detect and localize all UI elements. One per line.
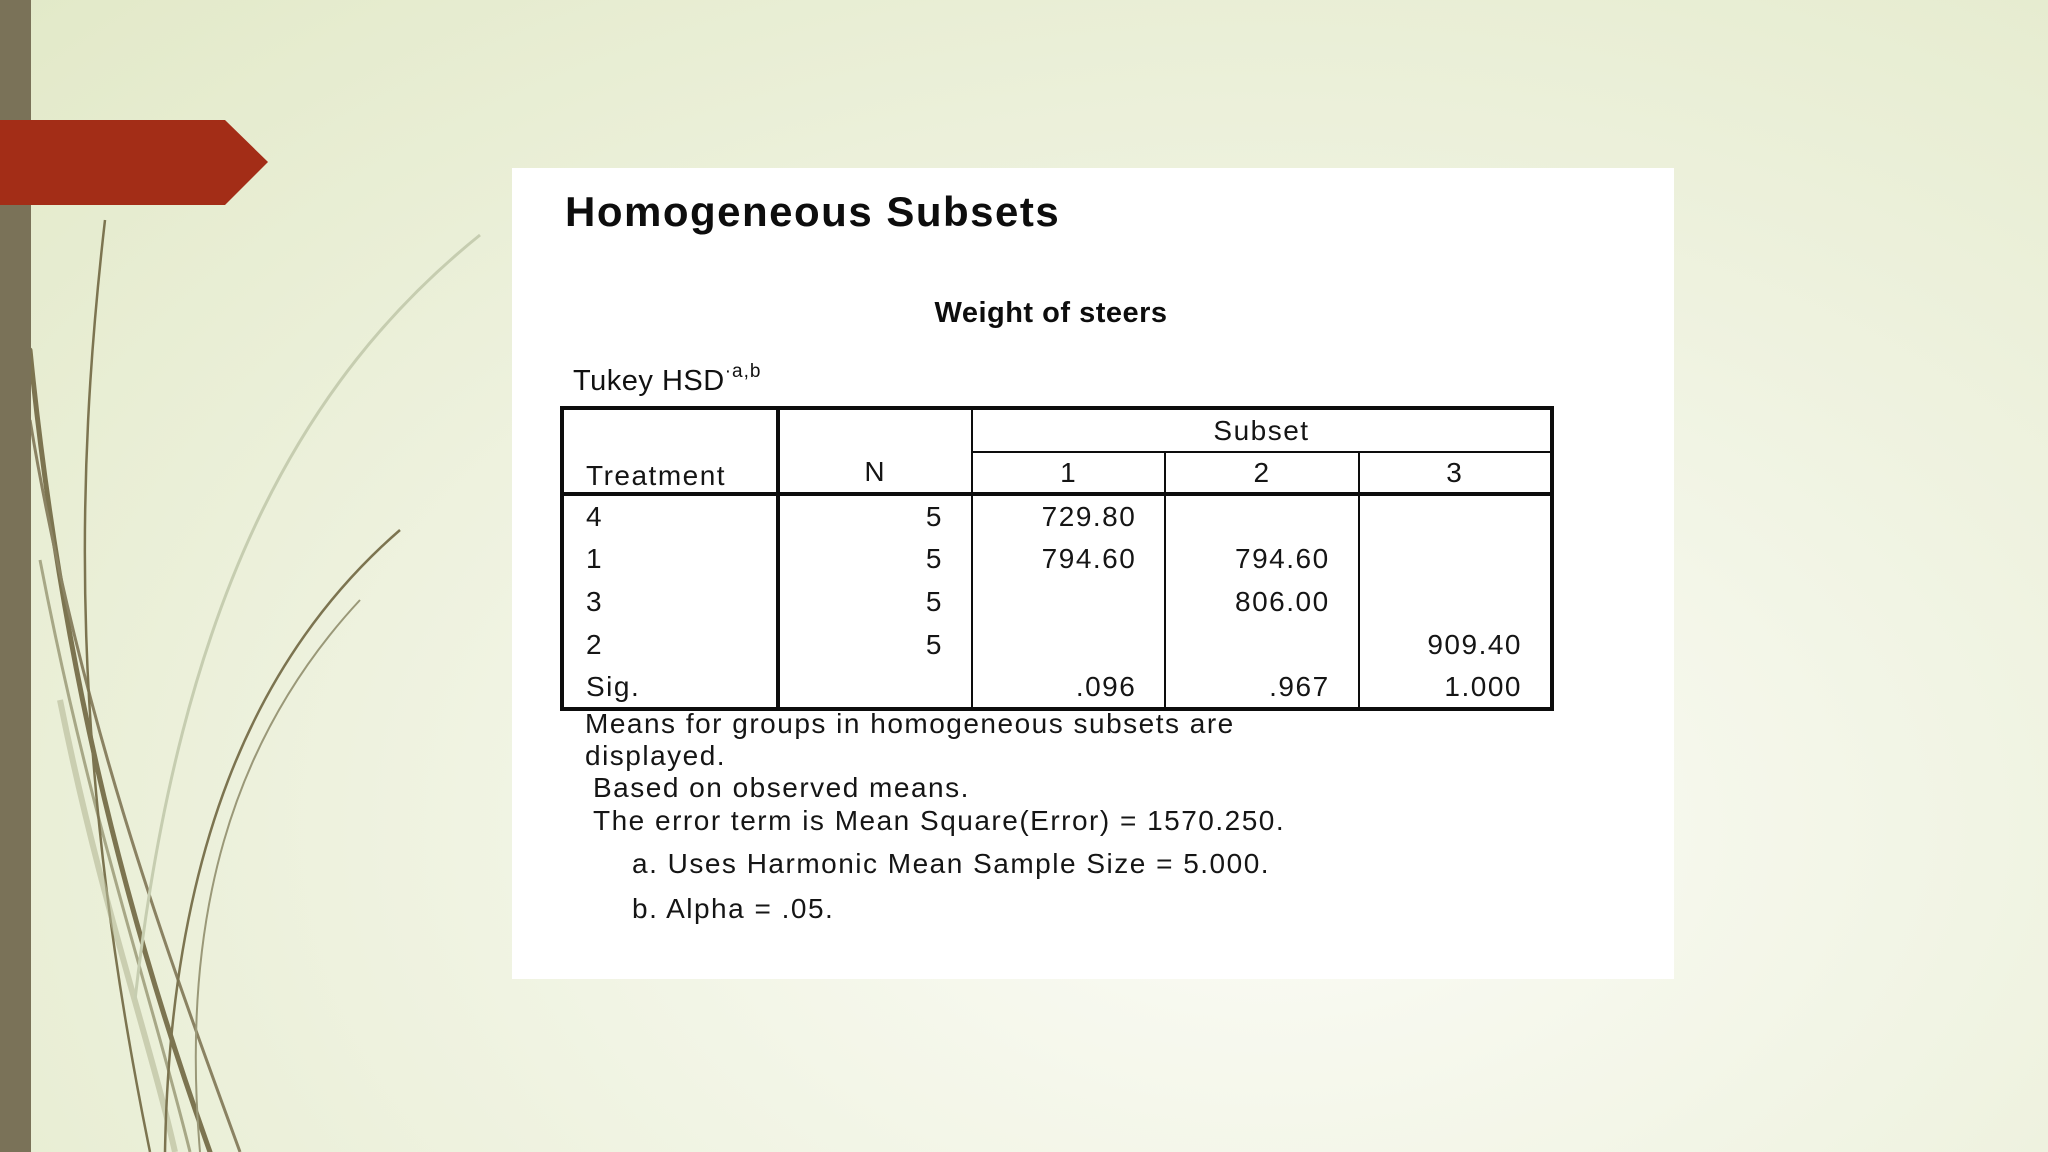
- row-subset-3: [1359, 580, 1552, 623]
- column-header-subset: Subset: [972, 408, 1552, 452]
- row-subset-1: 729.80: [972, 494, 1165, 537]
- table-title: Weight of steers: [934, 297, 1168, 329]
- row-subset-1: [972, 623, 1165, 666]
- subset-header-3: 3: [1359, 452, 1552, 494]
- subset-header-1: 1: [972, 452, 1165, 494]
- test-label: Tukey $HSD^{\cdot a,b}$: [573, 361, 762, 397]
- row-subset-2: 806.00: [1165, 580, 1358, 623]
- column-header-treatment: Treatment: [562, 408, 778, 494]
- row-treatment: 4: [586, 500, 604, 532]
- row-n: 5: [778, 494, 972, 537]
- sig-subset-1: .096: [972, 666, 1165, 709]
- row-subset-2: [1165, 494, 1358, 537]
- row-subset-3: 909.40: [1359, 623, 1552, 666]
- footnote-line-1: Means for groups in homogeneous subsets are: [585, 708, 1235, 739]
- test-name: Tukey HSD: [573, 365, 725, 397]
- test-footnote-markers: a,b: [732, 361, 762, 382]
- row-subset-3: [1359, 494, 1552, 537]
- red-arrow-tab: [0, 120, 268, 205]
- table-row: [562, 580, 1552, 623]
- sig-row: [562, 666, 1552, 709]
- table-row: [562, 623, 1552, 666]
- footnote-line-4: The error term is Mean Square(Error) = 1570.250.: [593, 805, 1286, 836]
- footnote-line-3: Based on observed means.: [593, 772, 970, 803]
- output-card: [512, 168, 1674, 979]
- row-subset-3: [1359, 537, 1552, 580]
- row-subset-2: 794.60: [1165, 537, 1358, 580]
- row-n: 5: [778, 537, 972, 580]
- row-subset-1: 794.60: [972, 537, 1165, 580]
- row-subset-1: [972, 580, 1165, 623]
- table-row: [562, 494, 1552, 537]
- row-n: 5: [778, 580, 972, 623]
- row-treatment: 1: [586, 542, 604, 574]
- section-heading: Homogeneous Subsets: [565, 188, 1061, 235]
- row-n: 5: [778, 623, 972, 666]
- row-treatment: 2: [586, 628, 604, 660]
- subset-header-2: 2: [1165, 452, 1358, 494]
- sig-subset-3: 1.000: [1359, 666, 1552, 709]
- sig-n: [778, 666, 972, 709]
- sig-label: Sig.: [586, 670, 641, 702]
- sig-subset-2: .967: [1165, 666, 1358, 709]
- header-row: [562, 408, 1552, 452]
- footnote-line-2: displayed.: [585, 740, 727, 771]
- table-row: [562, 537, 1552, 580]
- row-subset-2: [1165, 623, 1358, 666]
- column-header-n: N: [778, 408, 972, 494]
- footnote-a: a. Uses Harmonic Mean Sample Size = 5.000.: [632, 848, 1271, 879]
- homogeneous-subsets-table: [560, 406, 1554, 711]
- row-treatment: 3: [586, 585, 604, 617]
- footnote-b: b. Alpha = .05.: [632, 893, 835, 924]
